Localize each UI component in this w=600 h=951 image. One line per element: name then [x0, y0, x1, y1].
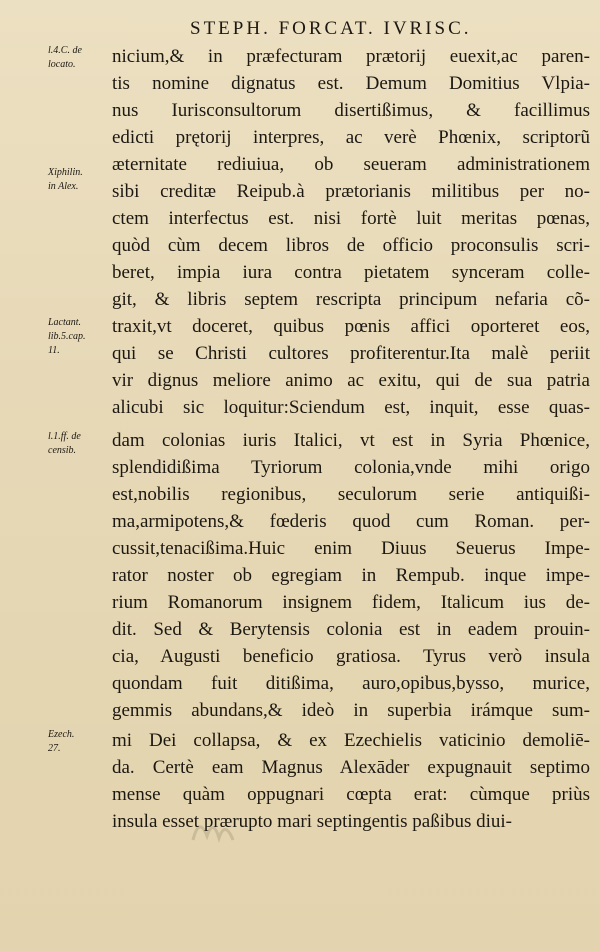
- text-line: nus Iurisconsultorum disertißimus, & facillimus: [112, 100, 590, 121]
- text-line: rator noster ob egregiam in Rempub. inque impe-: [112, 565, 590, 586]
- running-head: STEPH. FORCAT. IVRISC.: [190, 18, 472, 39]
- text-line: mi Dei collapsa, & ex Ezechielis vaticinio demoliē-: [112, 730, 590, 751]
- text-line: da. Certè eam Magnus Alexāder expugnauit septimo: [112, 757, 590, 778]
- text-line: æternitate rediuiua, ob seueram administrationem: [112, 154, 590, 175]
- margin-note: l.4.C. de locato.: [48, 45, 82, 70]
- show-through-ornament: [185, 810, 245, 850]
- margin-note: Xiphilin. in Alex.: [48, 167, 83, 192]
- text-line: beret, impia iura contra pietatem synceram colle-: [112, 262, 590, 283]
- text-line: rium Romanorum insignem fidem, Italicum ius de-: [112, 592, 590, 613]
- text-line: ctem interfectus est. nisi fortè luit meritas pœnas,: [112, 208, 590, 229]
- text-line: traxit,vt doceret, quibus pœnis affici oporteret eos,: [112, 316, 590, 337]
- margin-note: Lactant. lib.5.cap. 11.: [48, 317, 86, 356]
- text-line: mense quàm oppugnari cœpta erat: cùmque priùs: [112, 784, 590, 805]
- text-line: ma,armipotens,& fœderis quod cum Roman. per-: [112, 511, 590, 532]
- text-line: insula esset prærupto mari septingentis paßibus diui-: [112, 811, 513, 832]
- text-line: quondam fuit ditißima, auro,opibus,bysso, murice,: [112, 673, 590, 694]
- text-line: tis nomine dignatus est. Demum Domitius Vlpia-: [112, 73, 590, 94]
- text-line: qui se Christi cultores profiterentur.Ita malè periit: [112, 343, 590, 364]
- text-line: splendidißima Tyriorum colonia,vnde mihi origo: [112, 457, 590, 478]
- text-line: nicium,& in præfecturam prætorij euexit,ac paren-: [112, 46, 590, 67]
- text-line: alicubi sic loquitur:Sciendum est, inquit, esse quas-: [112, 397, 590, 418]
- text-line: vir dignus meliore animo ac exitu, qui de sua patria: [112, 370, 590, 391]
- text-line: cia, Augusti beneficio gratiosa. Tyrus verò insula: [112, 646, 590, 667]
- text-line: git, & libris septem rescripta principum nefaria cõ-: [112, 289, 590, 310]
- text-line: cussit,tenacißima.Huic enim Diuus Seuerus Impe-: [112, 538, 590, 559]
- text-line: dam colonias iuris Italici, vt est in Syria Phœnice,: [112, 430, 590, 451]
- text-line: sibi creditæ Reipub.à prætorianis militibus per no-: [112, 181, 590, 202]
- margin-note: Ezech. 27.: [48, 729, 75, 754]
- text-line: est,nobilis regionibus, seculorum serie antiquißi-: [112, 484, 590, 505]
- text-line: quòd cùm decem libros de officio proconsulis scri-: [112, 235, 590, 256]
- text-line: gemmis abundans,& ideò in superbia irámque sum-: [112, 700, 590, 721]
- text-line: edicti prętorij interpres, ac verè Phœnix, scriptorũ: [112, 127, 590, 148]
- text-line: dit. Sed & Berytensis colonia est in eadem prouin-: [112, 619, 590, 640]
- margin-note: l.1.ff. de censib.: [48, 431, 81, 456]
